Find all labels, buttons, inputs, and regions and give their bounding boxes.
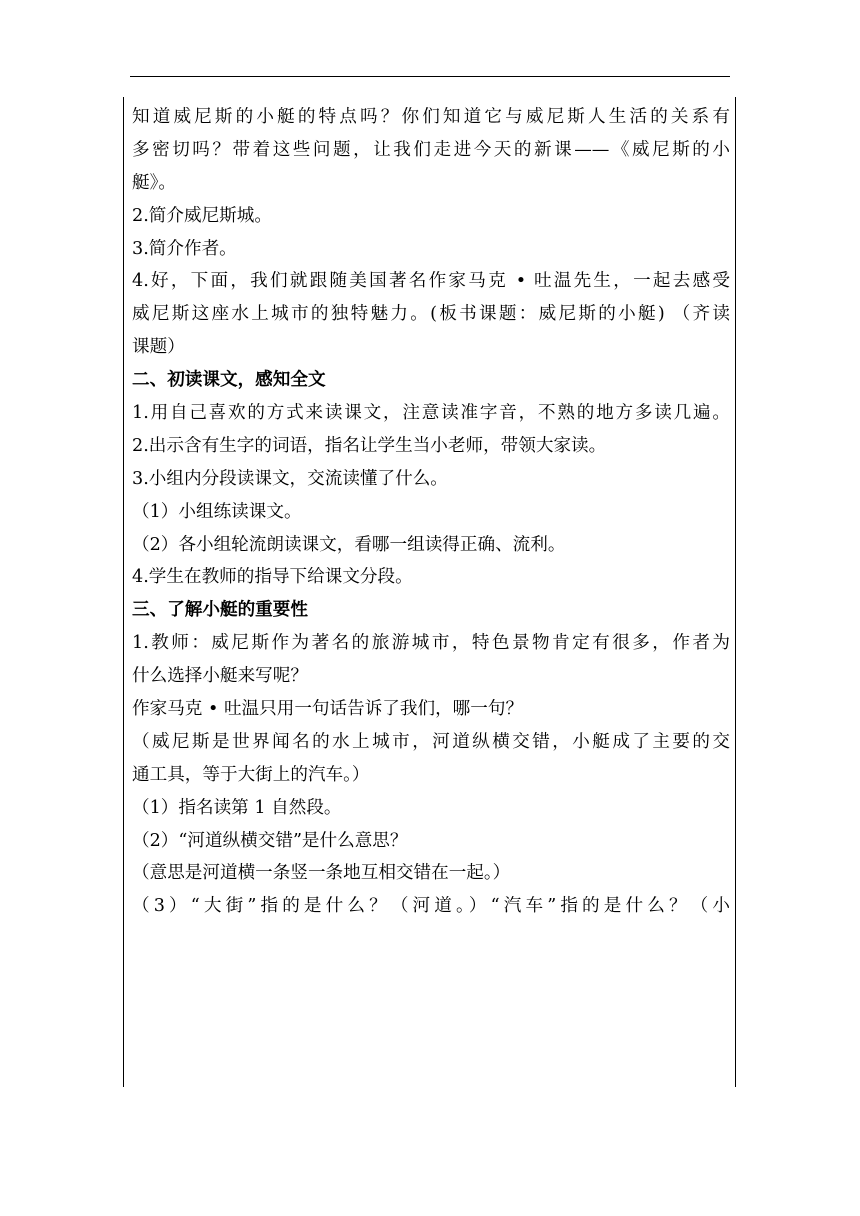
header-rule: [130, 76, 730, 77]
text-line: （威尼斯是世界闻名的水上城市，河道纵横交错，小艇成了主要的交: [132, 731, 730, 752]
text-line: 什么选择小艇来写呢？: [132, 666, 308, 687]
text-line: （意思是河道横一条竖一条地互相交错在一起。）: [132, 863, 511, 884]
text-line: （2）各小组轮流朗读课文，看哪一组读得正确、流利。: [132, 534, 566, 555]
lesson-plan-text: [132, 101, 730, 923]
text-line: 1.用自己喜欢的方式来读课文，注意读准字音，不熟的地方多读几遍。: [132, 403, 730, 424]
text-line: 课题）: [132, 337, 185, 358]
text-line: 4.学生在教师的指导下给课文分段。: [132, 567, 413, 588]
text-line: 1.教师：威尼斯作为著名的旅游城市，特色景物肯定有很多，作者为: [132, 633, 730, 654]
text-line: 作家马克 • 吐温只用一句话告诉了我们，哪一句？: [132, 699, 524, 720]
text-line: 通工具，等于大街上的汽车。）: [132, 764, 370, 785]
text-line: 3.简介作者。: [132, 238, 237, 259]
section-heading: 三、了解小艇的重要性: [132, 599, 308, 621]
text-line: （1）指名读第 1 自然段。: [132, 797, 342, 818]
text-line: 威尼斯这座水上城市的独特魅力。(板书课题：威尼斯的小艇) （齐读: [132, 304, 730, 325]
text-line: （2）“河道纵横交错”是什么意思？: [132, 830, 408, 851]
text-line: 知道威尼斯的小艇的特点吗？你们知道它与威尼斯人生活的关系有: [132, 107, 730, 127]
text-line: 多密切吗？带着这些问题，让我们走进今天的新课——《威尼斯的小: [132, 139, 730, 160]
text-line: （3）“大街”指的是什么？（河道。）“汽车”指的是什么？（小: [132, 896, 730, 917]
text-line: 2.出示含有生字的词语，指名让学生当小老师，带领大家读。: [132, 435, 607, 456]
text-line: 2.简介威尼斯城。: [132, 205, 272, 226]
text-line: 3.小组内分段读课文，交流读懂了什么。: [132, 468, 448, 489]
section-heading: 二、初读课文，感知全文: [132, 369, 326, 391]
text-line: 4.好，下面，我们就跟随美国著名作家马克 • 吐温先生，一起去感受: [132, 271, 730, 292]
text-line: （1）小组练读课文。: [132, 501, 302, 522]
text-line: 艇》。: [132, 172, 176, 193]
